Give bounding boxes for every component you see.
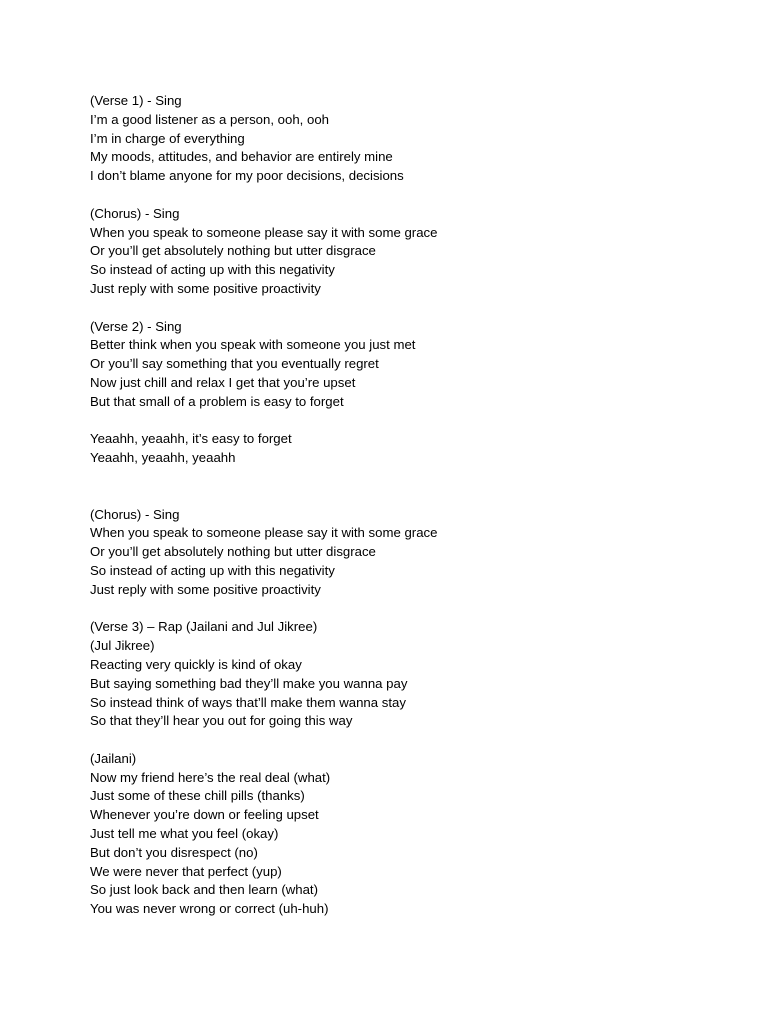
blank-line [90,731,730,750]
lyric-line: Or you’ll get absolutely nothing but utter disgrace [90,544,376,560]
lyric-line: I don’t blame anyone for my poor decisions, decisions [90,168,404,184]
lyric-line: So instead think of ways that’ll make them wanna stay [90,694,406,710]
lyric-line: Or you’ll get absolutely nothing but utter disgrace [90,243,376,259]
lyric-line: Yeaahh, yeaahh, it’s easy to forget [90,431,292,447]
lyric-line: So just look back and then learn (what) [90,882,318,898]
blank-line [90,468,730,506]
lyric-line: We were never that perfect (yup) [90,863,282,879]
section-heading: (Verse 2) - Sing [90,318,182,334]
verse-3-section [90,618,730,731]
verse-2-section [90,318,730,412]
section-heading: (Chorus) - Sing [90,205,180,221]
blank-line [90,412,730,431]
chorus-2-section [90,506,730,600]
lyric-line: Just some of these chill pills (thanks) [90,788,305,804]
lyric-line: But that small of a problem is easy to forget [90,393,344,409]
blank-line [90,299,730,318]
jailani-section [90,750,730,919]
lyrics-document [90,92,730,919]
lyric-line: I’m a good listener as a person, ooh, ooh [90,111,329,127]
blank-line [90,600,730,619]
verse-1-section [90,92,730,186]
lyric-line: So instead of acting up with this negativity [90,562,335,578]
lyric-line: You was never wrong or correct (uh-huh) [90,901,329,917]
lyric-line: When you speak to someone please say it with some grace [90,525,438,541]
lyric-line: So that they’ll hear you out for going this way [90,713,353,729]
lyric-line: Whenever you’re down or feeling upset [90,807,319,823]
chorus-1-section [90,205,730,299]
lyric-line: Just reply with some positive proactivity [90,280,321,296]
lyric-line: Just reply with some positive proactivity [90,581,321,597]
lyric-line: Yeaahh, yeaahh, yeaahh [90,450,236,466]
lyric-line: But don’t you disrespect (no) [90,844,258,860]
lyric-line: Or you’ll say something that you eventually regret [90,356,379,372]
lyric-line: When you speak to someone please say it with some grace [90,224,438,240]
lyric-line: I’m in charge of everything [90,130,245,146]
performer-label: (Jul Jikree) [90,638,155,654]
lyric-line: Better think when you speak with someone you just met [90,337,416,353]
section-heading: (Verse 3) – Rap (Jailani and Jul Jikree) [90,619,318,635]
lyric-line: Now my friend here’s the real deal (what) [90,769,331,785]
lyric-line: My moods, attitudes, and behavior are entirely mine [90,149,393,165]
performer-label: (Jailani) [90,750,137,766]
lyric-line: Just tell me what you feel (okay) [90,826,279,842]
section-heading: (Verse 1) - Sing [90,93,182,108]
section-heading: (Chorus) - Sing [90,506,180,522]
blank-line [90,186,730,205]
bridge-section [90,430,730,468]
lyric-line: Reacting very quickly is kind of okay [90,656,302,672]
lyric-line: So instead of acting up with this negativity [90,262,335,278]
lyric-line: Now just chill and relax I get that you’re upset [90,374,356,390]
lyric-line: But saying something bad they’ll make you wanna pay [90,675,408,691]
